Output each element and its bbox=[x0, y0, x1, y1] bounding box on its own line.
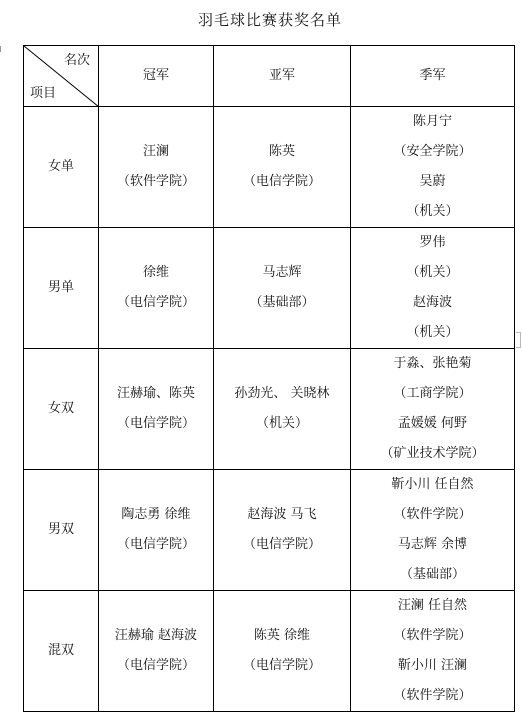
third-unit-1: （工商学院） bbox=[393, 386, 472, 401]
third-name-1: 靳小川 任自然 bbox=[391, 477, 474, 492]
runner-up-name: 赵海波 马飞 bbox=[247, 507, 317, 522]
event-cell: 男双 bbox=[24, 470, 99, 591]
awards-table bbox=[23, 45, 515, 712]
column-header-third: 季军 bbox=[351, 46, 515, 107]
table-row bbox=[24, 228, 515, 349]
champion-cell bbox=[99, 228, 214, 349]
runner-up-cell bbox=[214, 470, 351, 591]
runner-up-unit: （基础部） bbox=[249, 295, 315, 310]
event-cell: 混双 bbox=[24, 591, 99, 712]
runner-up-cell bbox=[214, 591, 351, 712]
champion-unit: （软件学院） bbox=[116, 174, 195, 189]
champion-cell bbox=[99, 591, 214, 712]
third-unit-1: （软件学院） bbox=[393, 628, 472, 643]
champion-cell bbox=[99, 107, 214, 228]
third-cell bbox=[351, 349, 515, 470]
runner-up-name: 陈英 徐维 bbox=[253, 628, 311, 643]
table-row bbox=[24, 470, 515, 591]
runner-up-name: 孙劲光、 关晓林 bbox=[234, 386, 330, 401]
third-name-1: 于淼、张艳菊 bbox=[393, 356, 472, 371]
third-unit-1: （安全学院） bbox=[393, 144, 472, 159]
page-margin-mark bbox=[0, 46, 3, 52]
third-unit-2: （机关） bbox=[406, 204, 459, 219]
champion-name: 汪澜 bbox=[142, 144, 169, 159]
third-name-1: 汪澜 任自然 bbox=[397, 598, 468, 613]
champion-name: 陶志勇 徐维 bbox=[121, 507, 191, 522]
champion-cell bbox=[99, 349, 214, 470]
runner-up-unit: （电信学院） bbox=[242, 658, 321, 673]
event-header-label: 项目 bbox=[30, 86, 57, 101]
third-name-2: 孟媛媛 何野 bbox=[397, 416, 468, 431]
runner-up-cell bbox=[214, 107, 351, 228]
table-row bbox=[24, 349, 515, 470]
runner-up-name: 陈英 bbox=[268, 144, 295, 159]
runner-up-unit: （电信学院） bbox=[242, 537, 321, 552]
third-name-1: 陈月宁 bbox=[412, 114, 452, 129]
event-cell: 女单 bbox=[24, 107, 99, 228]
champion-unit: （电信学院） bbox=[116, 295, 195, 310]
column-header-runner-up: 亚军 bbox=[214, 46, 351, 107]
third-name-2: 马志辉 余博 bbox=[397, 537, 468, 552]
third-unit-2: （基础部） bbox=[399, 567, 465, 582]
runner-up-cell bbox=[214, 349, 351, 470]
table-row bbox=[24, 107, 515, 228]
third-unit-1: （软件学院） bbox=[393, 507, 472, 522]
champion-name: 徐维 bbox=[142, 265, 169, 280]
corner-header-cell bbox=[24, 46, 99, 107]
header-row bbox=[24, 46, 515, 107]
third-cell bbox=[351, 107, 515, 228]
runner-up-cell bbox=[214, 228, 351, 349]
page-title: 羽毛球比赛获奖名单 bbox=[197, 11, 342, 29]
third-cell bbox=[351, 591, 515, 712]
third-cell bbox=[351, 470, 515, 591]
column-header-champion: 冠军 bbox=[99, 46, 214, 107]
page-edge-mark bbox=[516, 332, 521, 348]
runner-up-unit: （电信学院） bbox=[242, 174, 321, 189]
champion-unit: （电信学院） bbox=[116, 537, 195, 552]
champion-name: 汪赫瑜 赵海波 bbox=[114, 628, 198, 643]
third-name-2: 赵海波 bbox=[412, 295, 452, 310]
event-cell: 女双 bbox=[24, 349, 99, 470]
third-cell bbox=[351, 228, 515, 349]
third-unit-2: （矿业技术学院） bbox=[380, 446, 485, 461]
third-name-2: 靳小川 汪澜 bbox=[397, 658, 468, 673]
third-unit-2: （软件学院） bbox=[393, 688, 472, 703]
third-unit-2: （机关） bbox=[406, 325, 459, 340]
runner-up-unit: （机关） bbox=[255, 416, 308, 431]
champion-unit: （电信学院） bbox=[116, 416, 195, 431]
third-name-2: 吴蔚 bbox=[419, 174, 446, 189]
third-unit-1: （机关） bbox=[406, 265, 459, 280]
event-cell: 男单 bbox=[24, 228, 99, 349]
rank-header-label: 名次 bbox=[63, 53, 90, 68]
table-row bbox=[24, 591, 515, 712]
runner-up-name: 马志辉 bbox=[262, 265, 302, 280]
third-name-1: 罗伟 bbox=[419, 235, 446, 250]
champion-unit: （电信学院） bbox=[116, 658, 195, 673]
champion-cell bbox=[99, 470, 214, 591]
champion-name: 汪赫瑜、陈英 bbox=[116, 386, 195, 401]
